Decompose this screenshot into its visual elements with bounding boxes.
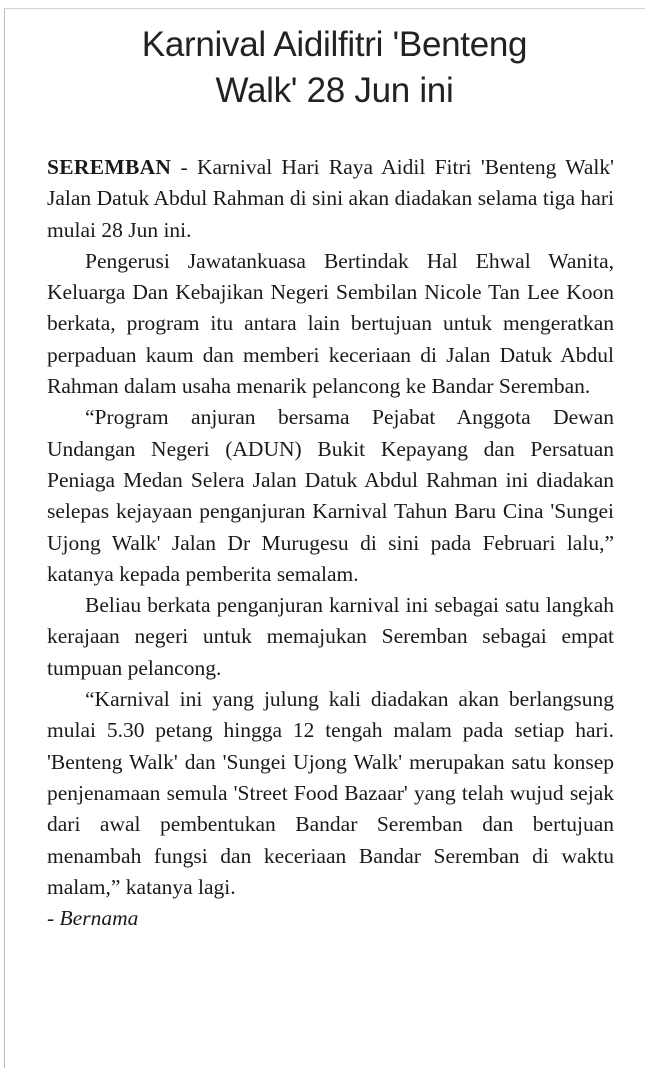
paragraph-3: “Program anjuran bersama Pejabat Anggota Dewan Undangan Negeri (ADUN) Bukit Kepayang dan Persatuan Peniaga Medan Selera Jalan Datuk Abdul Rahman ini diadakan selepas kejayaan penganjuran Karnival Tahun Baru Cina 'Sungei Ujong Walk' Jalan Dr Murugesu di sini pada Februari lalu,” katanya kepada pemberita semalam. <box>47 405 614 586</box>
paragraph-4: Beliau berkata penganjuran karnival ini sebagai satu langkah kerajaan negeri untuk memajukan Seremban sebagai empat tumpuan pelancong. <box>47 593 614 680</box>
paragraph-5: “Karnival ini yang julung kali diadakan akan berlangsung mulai 5.30 petang hingga 12 tengah malam pada setiap hari. 'Benteng Walk' dan 'Sungei Ujong Walk' merupakan satu konsep penjenamaan semula 'Street Food Bazaar' yang telah wujud sejak dari awal pembentukan Bandar Seremban dan bertujuan menambah fungsi dan keceriaan Bandar Seremban di waktu malam,” katanya lagi. <box>47 687 614 899</box>
headline-line-2: Walk' 28 Jun ini <box>215 71 454 110</box>
article-body <box>47 152 614 934</box>
dateline: SEREMBAN <box>47 155 172 179</box>
headline <box>0 22 669 114</box>
paragraph-2: Pengerusi Jawatankuasa Bertindak Hal Ehwal Wanita, Keluarga Dan Kebajikan Negeri Sembilan Nicole Tan Lee Koon berkata, program itu antara lain bertujuan untuk mengeratkan perpaduan kaum dan memberi keceriaan di Jalan Datuk Abdul Rahman dalam usaha menarik pelancong ke Bandar Seremban. <box>47 248 614 399</box>
paragraph-1-text: - Karnival Hari Raya Aidil Fitri 'Benteng Walk' Jalan Datuk Abdul Rahman di sini akan diadakan selama tiga hari mulai 28 Jun ini. <box>47 155 614 242</box>
headline-line-1: Karnival Aidilfitri 'Benteng <box>141 25 528 64</box>
paragraph-1 <box>47 152 614 246</box>
byline: - Bernama <box>47 906 139 931</box>
